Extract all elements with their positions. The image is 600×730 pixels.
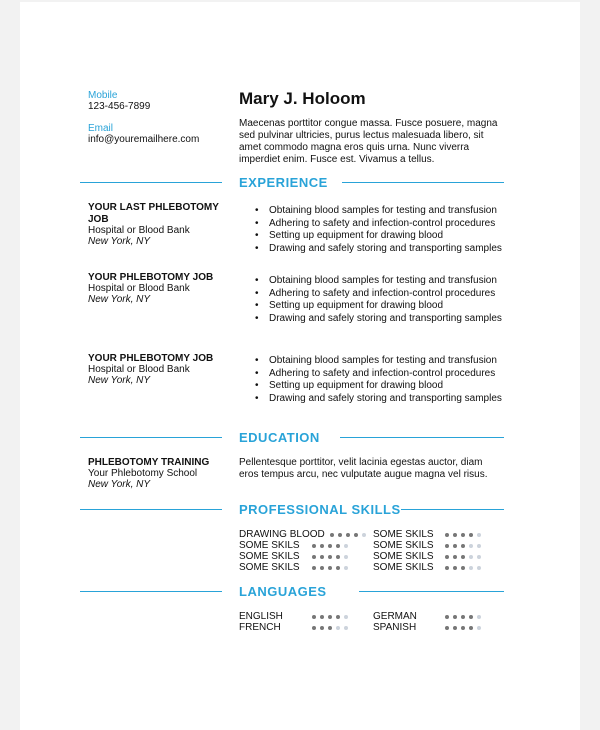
rating-dot-empty <box>477 533 481 537</box>
skill-rating <box>445 544 481 548</box>
rating-dot-filled <box>453 544 457 548</box>
rating-dot-filled <box>445 566 449 570</box>
skill-name: SOME SKILS <box>239 551 300 562</box>
skill-name: SOME SKILS <box>239 540 300 551</box>
rating-dot-empty <box>344 566 348 570</box>
rating-dot-filled <box>312 566 316 570</box>
skill-rating <box>312 544 348 548</box>
rating-dot-filled <box>461 626 465 630</box>
job-duty: • Obtaining blood samples for testing and transfusion <box>239 355 502 368</box>
rating-dot-empty <box>469 566 473 570</box>
job-title: YOUR PHLEBOTOMY JOB <box>88 353 214 364</box>
job-duty: • Drawing and safely storing and transporting samples <box>239 313 502 326</box>
divider-left <box>80 509 222 510</box>
skill-name: DRAWING BLOOD <box>239 529 325 540</box>
rating-dot-empty <box>336 626 340 630</box>
divider-right <box>340 437 504 438</box>
job-duty: • Setting up equipment for drawing blood <box>239 380 502 393</box>
rating-dot-empty <box>469 555 473 559</box>
section-education-title: EDUCATION <box>239 430 320 445</box>
rating-dot-empty <box>477 566 481 570</box>
rating-dot-filled <box>328 615 332 619</box>
skill-rating <box>445 555 481 559</box>
education-description: Pellentesque porttitor, velit lacinia egestas auctor, diam eros tempus arcu, nec vulputate augue magna vel risus. <box>239 457 488 480</box>
rating-dot-filled <box>312 626 316 630</box>
rating-dot-filled <box>445 615 449 619</box>
rating-dot-empty <box>477 615 481 619</box>
rating-dot-filled <box>461 544 465 548</box>
skill-name: SOME SKILS <box>239 562 300 573</box>
rating-dot-filled <box>328 555 332 559</box>
divider-left <box>80 591 222 592</box>
rating-dot-filled <box>445 533 449 537</box>
language-name: FRENCH <box>239 622 281 633</box>
rating-dot-empty <box>344 544 348 548</box>
skill-rating <box>312 555 348 559</box>
section-experience-title: EXPERIENCE <box>239 175 328 190</box>
rating-dot-filled <box>445 555 449 559</box>
job-title: YOUR LAST PHLEBOTOMY <box>88 202 219 213</box>
skill-name: SOME SKILS <box>373 540 434 551</box>
rating-dot-filled <box>469 626 473 630</box>
skill-name: SOME SKILS <box>373 529 434 540</box>
rating-dot-filled <box>461 533 465 537</box>
rating-dot-filled <box>453 533 457 537</box>
rating-dot-filled <box>330 533 334 537</box>
job-duty: • Adhering to safety and infection-control procedures <box>239 368 502 381</box>
education-location: New York, NY <box>88 479 151 490</box>
job-duty: • Adhering to safety and infection-control procedures <box>239 218 502 231</box>
rating-dot-filled <box>445 626 449 630</box>
rating-dot-filled <box>445 544 449 548</box>
job-title: YOUR PHLEBOTOMY JOB <box>88 272 214 283</box>
rating-dot-filled <box>320 615 324 619</box>
rating-dot-empty <box>469 544 473 548</box>
rating-dot-filled <box>328 566 332 570</box>
rating-dot-empty <box>477 626 481 630</box>
rating-dot-filled <box>469 533 473 537</box>
rating-dot-empty <box>344 555 348 559</box>
language-rating <box>312 615 348 619</box>
rating-dot-filled <box>336 544 340 548</box>
rating-dot-filled <box>346 533 350 537</box>
rating-dot-filled <box>461 566 465 570</box>
job-duty: • Obtaining blood samples for testing and transfusion <box>239 275 502 288</box>
job-duty: • Setting up equipment for drawing blood <box>239 300 502 313</box>
job-duty: • Setting up equipment for drawing blood <box>239 230 502 243</box>
rating-dot-filled <box>312 615 316 619</box>
job-duty: • Drawing and safely storing and transporting samples <box>239 393 502 406</box>
rating-dot-filled <box>469 615 473 619</box>
rating-dot-filled <box>328 544 332 548</box>
resume-page <box>20 2 580 730</box>
rating-dot-filled <box>336 615 340 619</box>
rating-dot-filled <box>461 555 465 559</box>
skill-rating <box>445 533 481 537</box>
job-title-cont: JOB <box>88 214 109 225</box>
rating-dot-filled <box>328 626 332 630</box>
job-org: Hospital or Blood Bank <box>88 283 190 294</box>
resume-name: Mary J. Holoom <box>239 89 366 108</box>
job-duties-list <box>239 205 502 255</box>
divider-right <box>342 182 504 183</box>
rating-dot-filled <box>320 544 324 548</box>
summary-text: Maecenas porttitor congue massa. Fusce posuere, magna sed pulvinar ultricies, purus lectus malesuada libero, sit amet commodo magna eros quis urna. Nunc viverra imperdiet enim. Fusce est. Vivamus a tellus. <box>239 118 498 165</box>
rating-dot-filled <box>320 555 324 559</box>
job-location: New York, NY <box>88 294 151 305</box>
rating-dot-filled <box>461 615 465 619</box>
rating-dot-filled <box>312 544 316 548</box>
rating-dot-filled <box>453 555 457 559</box>
job-duties-list <box>239 275 502 325</box>
divider-left <box>80 437 222 438</box>
mobile-number: 123-456-7899 <box>88 101 151 112</box>
rating-dot-empty <box>344 615 348 619</box>
skill-rating <box>330 533 366 537</box>
skill-name: SOME SKILS <box>373 562 434 573</box>
skill-rating <box>445 566 481 570</box>
rating-dot-filled <box>320 566 324 570</box>
job-location: New York, NY <box>88 236 151 247</box>
rating-dot-filled <box>354 533 358 537</box>
mobile-label: Mobile <box>88 90 118 101</box>
rating-dot-filled <box>320 626 324 630</box>
skill-rating <box>312 566 348 570</box>
divider-left <box>80 182 222 183</box>
job-org: Hospital or Blood Bank <box>88 364 190 375</box>
language-name: ENGLISH <box>239 611 283 622</box>
divider-right <box>359 591 504 592</box>
language-name: GERMAN <box>373 611 417 622</box>
language-rating <box>445 615 481 619</box>
rating-dot-empty <box>344 626 348 630</box>
rating-dot-filled <box>312 555 316 559</box>
skill-name: SOME SKILS <box>373 551 434 562</box>
job-duty: • Adhering to safety and infection-control procedures <box>239 288 502 301</box>
email-address: info@youremailhere.com <box>88 134 200 145</box>
rating-dot-filled <box>336 555 340 559</box>
rating-dot-filled <box>338 533 342 537</box>
rating-dot-empty <box>477 544 481 548</box>
rating-dot-filled <box>336 566 340 570</box>
job-duties-list <box>239 355 502 405</box>
divider-right <box>401 509 504 510</box>
job-duty: • Obtaining blood samples for testing and transfusion <box>239 205 502 218</box>
language-rating <box>312 626 348 630</box>
education-title: PHLEBOTOMY TRAINING <box>88 457 210 468</box>
rating-dot-filled <box>453 615 457 619</box>
job-location: New York, NY <box>88 375 151 386</box>
job-duty: • Drawing and safely storing and transporting samples <box>239 243 502 256</box>
rating-dot-filled <box>453 566 457 570</box>
language-name: SPANISH <box>373 622 417 633</box>
section-languages-title: LANGUAGES <box>239 584 327 599</box>
job-org: Hospital or Blood Bank <box>88 225 190 236</box>
section-skills-title: PROFESSIONAL SKILLS <box>239 502 401 517</box>
education-school: Your Phlebotomy School <box>88 468 198 479</box>
rating-dot-filled <box>453 626 457 630</box>
rating-dot-empty <box>477 555 481 559</box>
language-rating <box>445 626 481 630</box>
rating-dot-empty <box>362 533 366 537</box>
email-label: Email <box>88 123 114 134</box>
